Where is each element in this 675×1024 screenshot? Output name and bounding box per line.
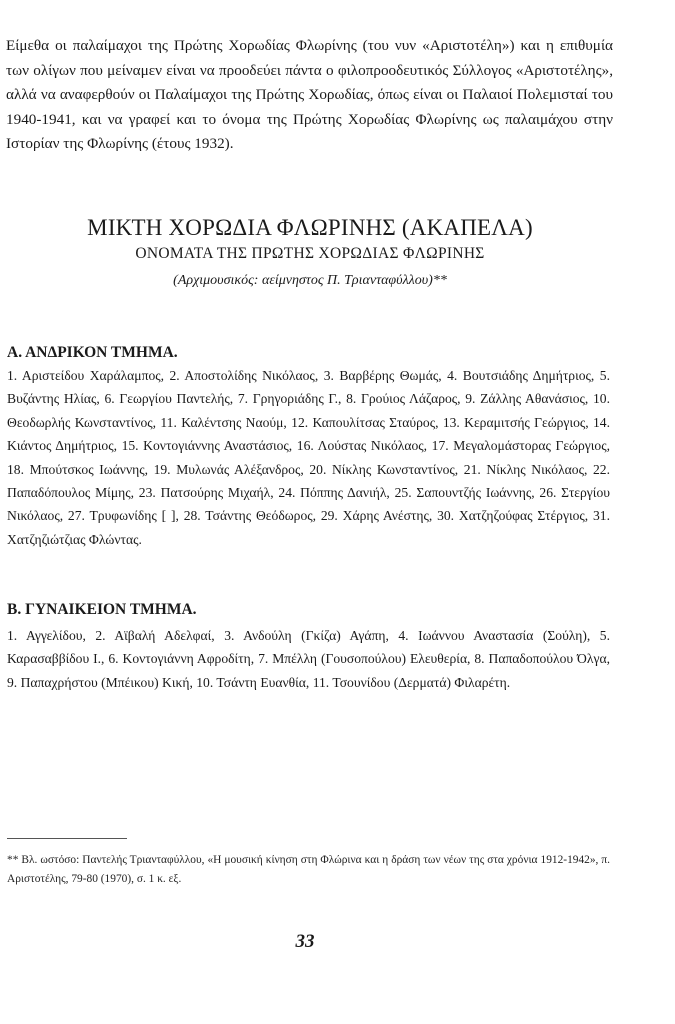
men-section-heading: Α. ΑΝΔΡΙΚΟΝ ΤΜΗΜΑ. [7, 344, 178, 361]
men-members-list: 1. Αριστείδου Χαράλαμπος, 2. Αποστολίδης Νικόλαος, 3. Βαρβέρης Θωμάς, 4. Βουτσιάδης Δημήτριος, 5. Βυζάντης Ηλίας, 6. Γεωργίου Παντελής, 7. Γρηγοριάδης Γ., 8. Γρούιος Λάζαρος, 9. Ζάλλης Αθανάσιος, 10. Θεοδωρλής Κωνσταντίνος, 11. Καλέντσης Ναούμ, 12. Καπουλίτσας Σταύρος, 13. Κεραμιτσής Γεώργιος, 14. Κιάντος Δημήτριος, 15. Κοντογιάννης Αναστάσιος, 16. Λούστας Νικόλαος, 17. Μεγαλομάστορας Γεώργιος, 18. Μπούτσκος Ιωάννης, 19. Μυλωνάς Αλέξανδρος, 20. Νίκλης Κωνσταντίνος, 21. Νίκλης Νικόλαος, 22. Παπαδόπουλος Μίμης, 23. Πατσούρης Μιχαήλ, 24. Πόππης Δανιήλ, 25. Σαπουντζής Ιωάννης, 26. Στεργίου Νικόλαος, 27. Τρυφωνίδης [ ], 28. Τσάντης Θεόδωρος, 29. Χάρης Ανέστης, 30. Χατζηζούφας Στέργιος, 31. Χατζηζιώτζιας Φλώντας. [7, 368, 610, 547]
heading-block [60, 214, 560, 290]
main-title: ΜΙΚΤΗ ΧΟΡΩΔΙΑ ΦΛΩΡΙΝΗΣ (ΑΚΑΠΕΛΑ) [87, 215, 533, 240]
footnote: ** Βλ. ωστόσο: Παντελής Τριανταφύλλου, «Η μουσική κίνηση στη Φλώρινα και η δράση των νέων της στα χρόνια 1912-1942», π. Αριστοτέλης, 79-80 (1970), σ. 1 κ. εξ. [7, 854, 610, 885]
women-section-heading: Β. ΓΥΝΑΙΚΕΙΟΝ ΤΜΗΜΑ. [7, 601, 197, 618]
footnote-divider [7, 838, 127, 839]
women-members-list: 1. Αγγελίδου, 2. Αϊβαλή Αδελφαί, 3. Ανδούλη (Γκίζα) Αγάπη, 4. Ιωάννου Αναστασία (Σούλη), 5. Καρασαββίδου Ι., 6. Κοντογιάννη Αφροδίτη, 7. Μπέλλη (Γουσοπούλου) Ελευθερία, 8. Παπαδοπούλου Όλγα, 9. Παπαχρήστου (Μπέικου) Κική, 10. Τσάντη Ευανθία, 11. Τσουνίδου (Δερματά) Φιλαρέτη. [7, 628, 610, 690]
intro-paragraph: Είμεθα οι παλαίμαχοι της Πρώτης Χορωδίας Φλωρίνης (του νυν «Αριστοτέλη») και η επιθυμία των ολίγων που μείναμεν είναι να προοδεύει πάντα ο φιλοπροοδευτικός Σύλλογος «Αριστοτέλης», αλλά να αναφερθούν οι Παλαίμαχοι της Πρώτης Χορωδίας, όπως είναι οι Παλαιοί Πολεμισταί του 1940-1941, και να γραφεί και το όνομα της Πρώτης Χορωδίας Φλωρίνης ως παλαιμάχου στην Ιστορίαν της Φλωρίνης (έτους 1932). [6, 37, 613, 152]
page-number: 33 [295, 931, 315, 952]
subtitle: ΟΝΟΜΑΤΑ ΤΗΣ ΠΡΩΤΗΣ ΧΟΡΩΔΙΑΣ ΦΛΩΡΙΝΗΣ [135, 245, 485, 262]
conductor-note: (Αρχιμουσικός: αείμνηστος Π. Τριανταφύλλου)** [173, 273, 447, 288]
